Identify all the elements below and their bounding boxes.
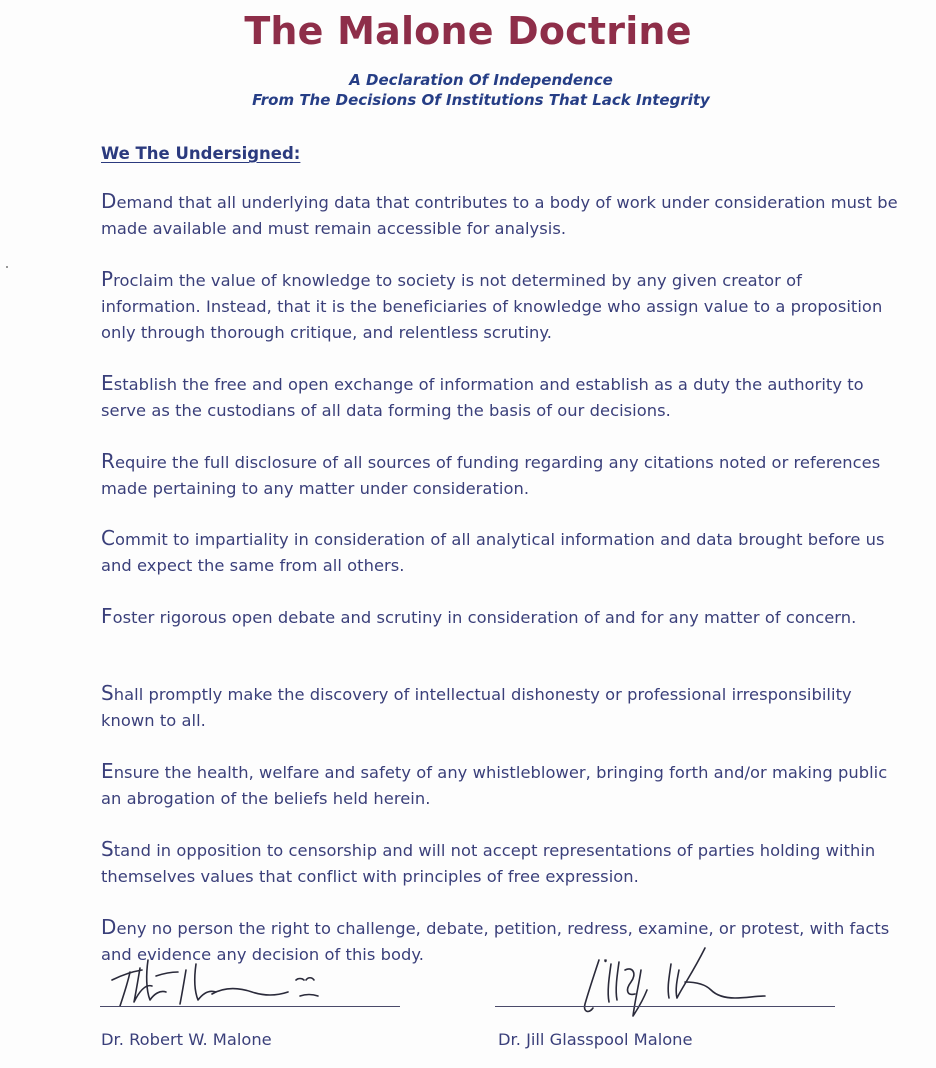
- document-subtitle-line1: A Declaration Of Independence: [349, 71, 613, 89]
- section-heading: We The Undersigned:: [101, 144, 301, 163]
- signature-line-2: [495, 1006, 835, 1007]
- declaration-paragraph-6: Foster rigorous open debate and scrutiny in consideration of and for any matter of concern.: [101, 604, 857, 628]
- document-title: The Malone Doctrine: [244, 9, 692, 53]
- declaration-paragraph-7: Shall promptly make the discovery of intellectual dishonesty or professional irresponsibility known to all.: [101, 681, 852, 730]
- signature-jill-malone: [575, 940, 785, 1020]
- signatory-name-1: Dr. Robert W. Malone: [101, 1030, 272, 1049]
- signatory-name-2: Dr. Jill Glasspool Malone: [498, 1030, 693, 1049]
- document-subtitle-line2: From The Decisions Of Institutions That Lack Integrity: [252, 91, 710, 109]
- declaration-paragraph-3: Establish the free and open exchange of information and establish as a duty the authority to serve as the custodians of all data forming the basis of our decisions.: [101, 371, 864, 420]
- declaration-paragraph-2: Proclaim the value of knowledge to society is not determined by any given creator of information. Instead, that it is the beneficiaries of knowledge who assign value to a proposition only through thorough critique, and relentless scrutiny.: [101, 267, 883, 342]
- declaration-paragraph-10: Deny no person the right to challenge, debate, petition, redress, examine, or protest, with facts and evidence any decision of this body.: [101, 915, 890, 964]
- declaration-paragraph-5: Commit to impartiality in consideration of all analytical information and data brought before us and expect the same from all others.: [101, 526, 885, 575]
- scan-speck: [6, 266, 8, 268]
- declaration-paragraph-4: Require the full disclosure of all sources of funding regarding any citations noted or references made pertaining to any matter under consideration.: [101, 449, 881, 498]
- declaration-paragraph-1: Demand that all underlying data that contributes to a body of work under consideration must be made available and must remain accessible for analysis.: [101, 189, 898, 238]
- declaration-paragraph-9: Stand in opposition to censorship and will not accept representations of parties holding within themselves values that conflict with principles of free expression.: [101, 837, 876, 886]
- signature-line-1: [100, 1006, 400, 1007]
- declaration-paragraph-8: Ensure the health, welfare and safety of any whistleblower, bringing forth and/or making public an abrogation of the beliefs held herein.: [101, 759, 888, 808]
- signature-robert-malone: [100, 950, 330, 1010]
